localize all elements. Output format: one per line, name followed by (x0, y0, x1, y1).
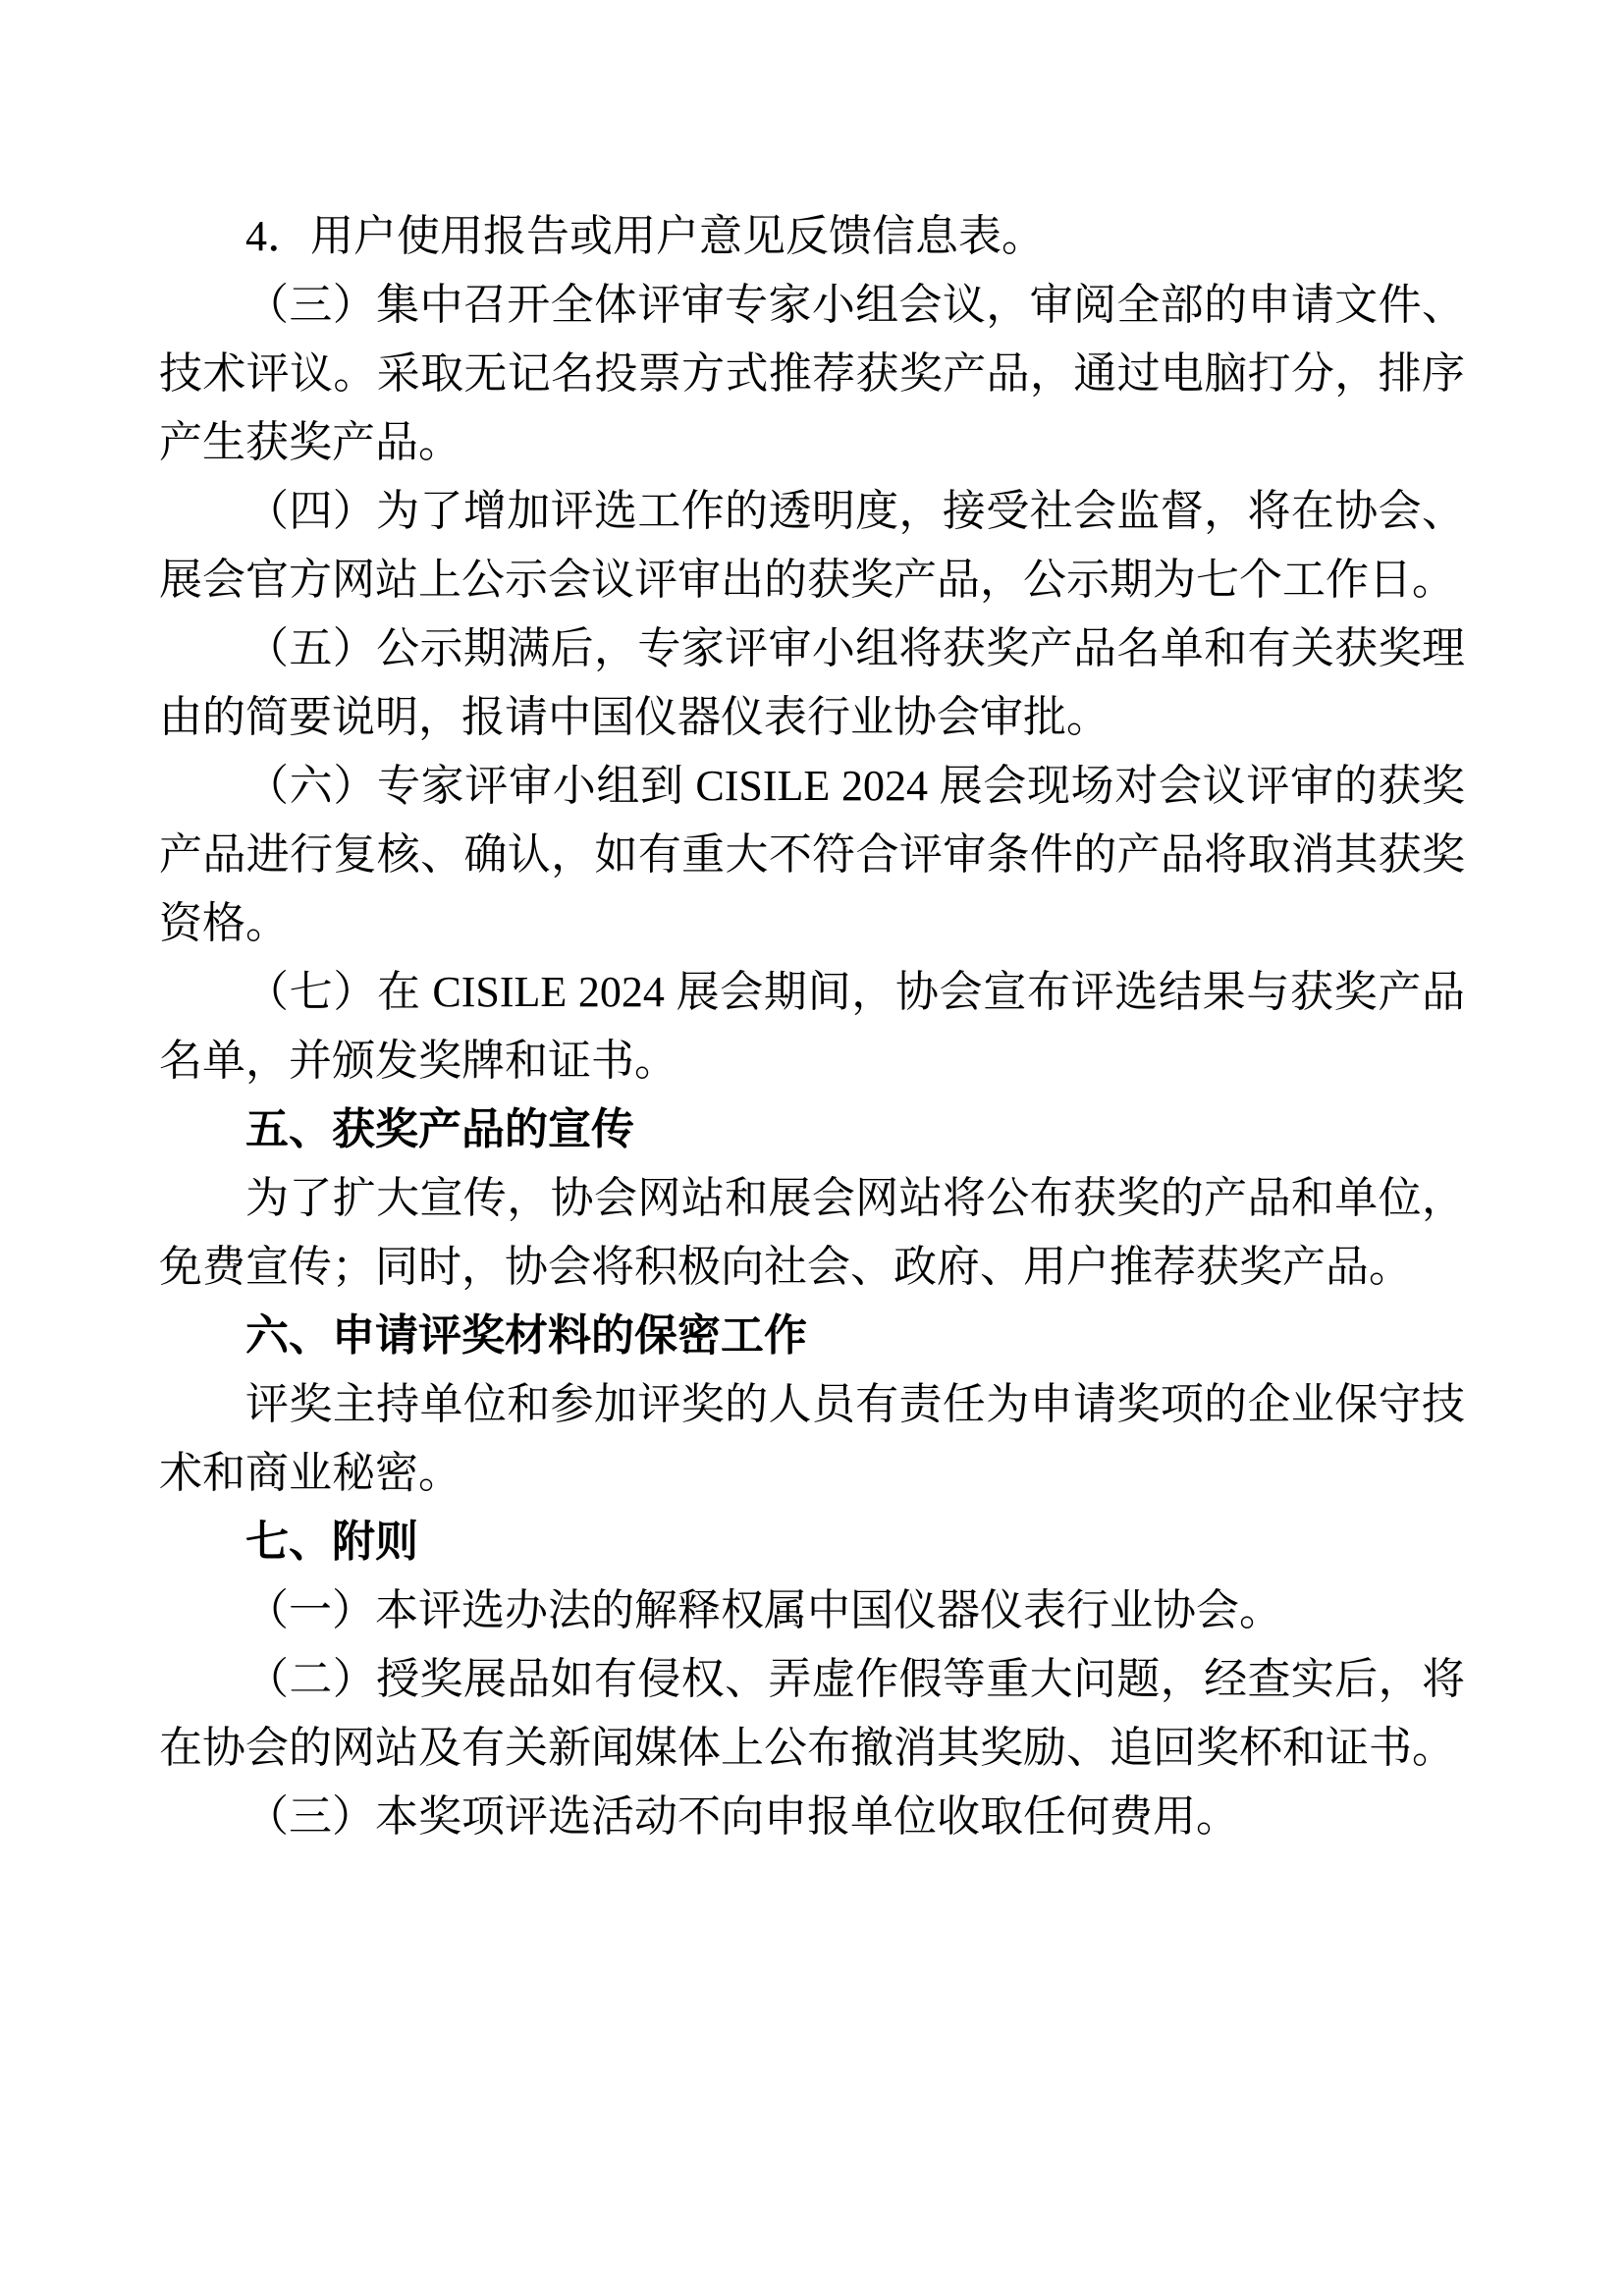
paragraph-supplementary-3: （三）本奖项评选活动不向申报单位收取任何费用。 (245, 1792, 1239, 1841)
section-heading-7-supplementary: 七、附则 (245, 1518, 418, 1566)
section-heading-5-promotion: 五、获奖产品的宣传 (245, 1105, 634, 1153)
paragraph-item-6-onsite-check: （六）专家评审小组到 CISILE 2024 展会现场对会议评审的获奖产品进行复核、确认，如有重大不符合评审条件的产品将取消其获奖资格。 (159, 762, 1465, 947)
paragraph-supplementary-2: （二）授奖展品如有侵权、弄虚作假等重大问题，经查实后，将在协会的网站及有关新闻媒体上公布撤消其奖励、追回奖杯和证书。 (159, 1655, 1465, 1772)
paragraph-item-4-publicity: （四）为了增加评选工作的透明度，接受社会监督，将在协会、展会官方网站上公示会议评审出的获奖产品，公示期为七个工作日。 (159, 487, 1465, 604)
paragraph-item-5-approval: （五）公示期满后，专家评审小组将获奖产品名单和有关获奖理由的简要说明，报请中国仪器仪表行业协会审批。 (159, 624, 1465, 741)
paragraph-item-7-announcement: （七）在 CISILE 2024 展会期间，协会宣布评选结果与获奖产品名单，并颁发奖牌和证书。 (159, 968, 1465, 1085)
list-item-user-report: 4．用户使用报告或用户意见反馈信息表。 (245, 212, 1045, 260)
section-heading-6-confidentiality: 六、申请评奖材料的保密工作 (245, 1311, 807, 1360)
paragraph-item-3-review-meeting: （三）集中召开全体评审专家小组会议，审阅全部的申请文件、技术评议。采取无记名投票方式推荐获奖产品，通过电脑打分，排序产生获奖产品。 (159, 281, 1465, 466)
paragraph-supplementary-1: （一）本评选办法的解释权属中国仪器仪表行业协会。 (245, 1586, 1282, 1634)
paragraph-promotion-body: 为了扩大宣传，协会网站和展会网站将公布获奖的产品和单位，免费宣传；同时，协会将积极向社会、政府、用户推荐获奖产品。 (159, 1174, 1465, 1291)
paragraph-confidentiality-body: 评奖主持单位和参加评奖的人员有责任为申请奖项的企业保守技术和商业秘密。 (159, 1380, 1465, 1497)
